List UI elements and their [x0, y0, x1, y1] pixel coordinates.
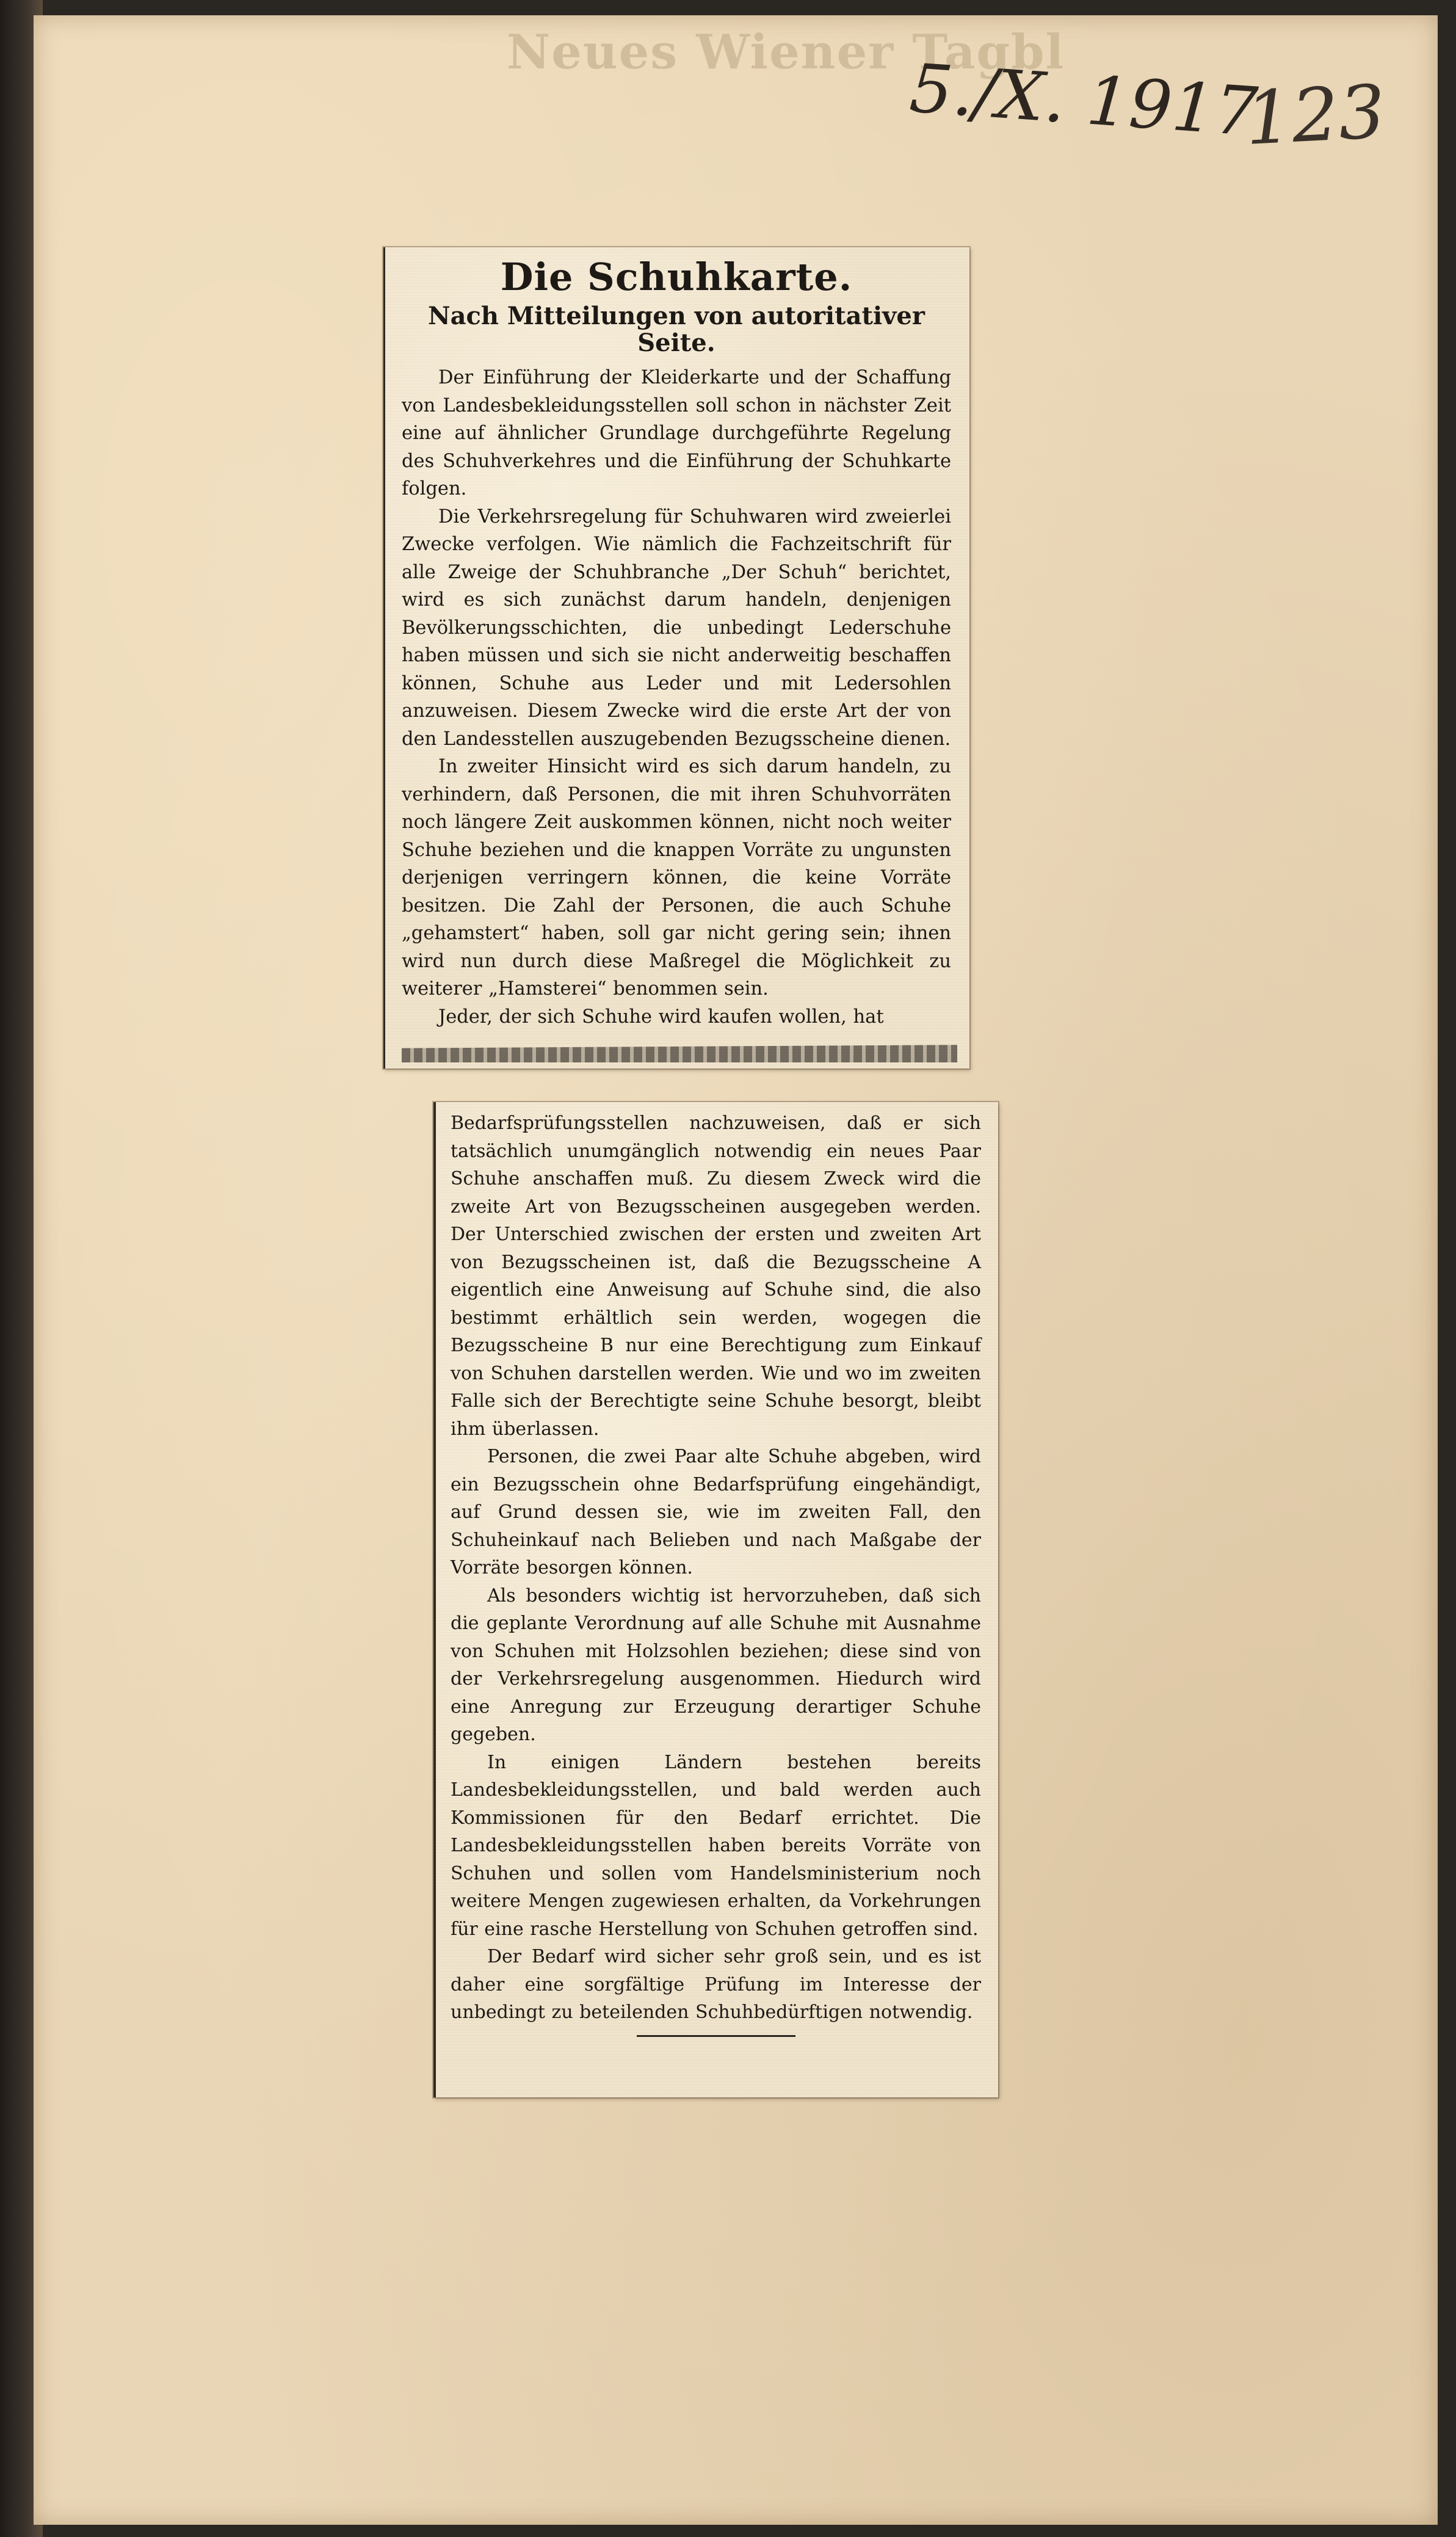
source-stamp: Neues Wiener Tagbl — [507, 24, 1065, 80]
paragraph: Jeder, der sich Schuhe wird kaufen wollen, hat — [438, 1006, 884, 1028]
paragraph: Der Bedarf wird sicher sehr groß sein, und es ist daher eine sorgfältige Prüfung im Interesse der unbedingt zu beteilenden Schuhbedürftigen notwendig. — [451, 1946, 981, 2023]
paragraph: Der Einführung der Kleiderkarte und der Schaffung von Landesbekleidungsstellen soll schon in nächster Zeit eine auf ähnlicher Grundlage durchgeführte Regelung des Schuhverkehres und die Einführung der Schuhkarte folgen. — [402, 367, 951, 499]
clipping-part-2 — [433, 1102, 998, 2097]
paragraph: Personen, die zwei Paar alte Schuhe abgeben, wird ein Bezugsschein ohne Bedarfsprüfung eingehändigt, auf Grund dessen sie, wie im zweiten Fall, den Schuheinkauf nach Belieben und nach Maßgabe der Vorräte besorgen können. — [451, 1446, 981, 1578]
paragraph: Als besonders wichtig ist hervorzuheben, daß sich die geplante Verordnung auf alle Schuhe mit Ausnahme von Schuhen mit Holzsohlen beziehen; diese sind von der Verkehrsregelung ausgenommen. Hiedurch wird eine Anregung zur Erzeugung derartiger Schuhe gegeben. — [451, 1584, 981, 1745]
paragraph: Bedarfsprüfungsstellen nachzuweisen, daß er sich tatsächlich unumgänglich notwendig ein neues Paar Schuhe anschaffen muß. Zu diesem Zweck wird die zweite Art von Bezugsscheinen ausgegeben werden. Der Unterschied zwischen der ersten und zweiten Art von Bezugsscheinen ist, daß die Bezugsscheine A eigentlich eine Anweisung auf Schuhe sind, die also bestimmt erhältlich sein werden, wogegen die Bezugsscheine B nur eine Berechtigung zum Einkauf von Schuhen darstellen werden. Wie und wo im zweiten Falle sich der Berechtigte seine Schuhe besorgt, bleibt ihm überlassen. — [451, 1112, 981, 1440]
handwritten-date: 5./X. 1917 — [907, 49, 1260, 151]
clipping-part-1 — [383, 247, 969, 1069]
cut-edge — [402, 1040, 957, 1062]
handwritten-number: 123 — [1243, 70, 1388, 162]
paragraph: Die Verkehrsregelung für Schuhwaren wird zweierlei Zwecke verfolgen. Wie nämlich die Fachzeitschrift für alle Zweige der Schuhbranche „Der Schuh“ berichtet, wird es sich zunächst darum handeln, denjenigen Bevölkerungsschichten, die unbedingt Lederschuhe haben müssen und sich sie nicht anderweitig beschaffen können, Schuhe aus Leder und mit Ledersohlen anzuweisen. Diesem Zwecke wird die erste Art der von den Landesstellen auszugebenden Bezugsscheine dienen. — [402, 506, 951, 750]
article-title: Die Schuhkarte. — [500, 255, 853, 299]
end-rule — [637, 2035, 795, 2037]
paragraph: In einigen Ländern bestehen bereits Landesbekleidungsstellen, und bald werden auch Kommissionen für den Bedarf errichtet. Die Landesbekleidungsstellen haben bereits Vorräte von Schuhen und sollen vom Handelsministerium noch weitere Mengen zugewiesen erhalten, da Vorkehrungen für eine rasche Herstellung von Schuhen getroffen sind. — [451, 1751, 981, 1940]
article-subtitle: Nach Mitteilungen von autoritativer Seite. — [428, 302, 925, 357]
paragraph: In zweiter Hinsicht wird es sich darum handeln, zu verhindern, daß Personen, die mit ihren Schuhvorräten noch längere Zeit auskommen können, nicht noch weiter Schuhe beziehen und die knappen Vorräte zu ungunsten derjenigen verringern können, die keine Vorräte besitzen. Die Zahl der Personen, die auch Schuhe „gehamstert“ haben, soll gar nicht gering sein; ihnen wird nun durch diese Maßregel die Möglichkeit zu weiterer „Hamsterei“ benommen sein. — [402, 756, 951, 1000]
